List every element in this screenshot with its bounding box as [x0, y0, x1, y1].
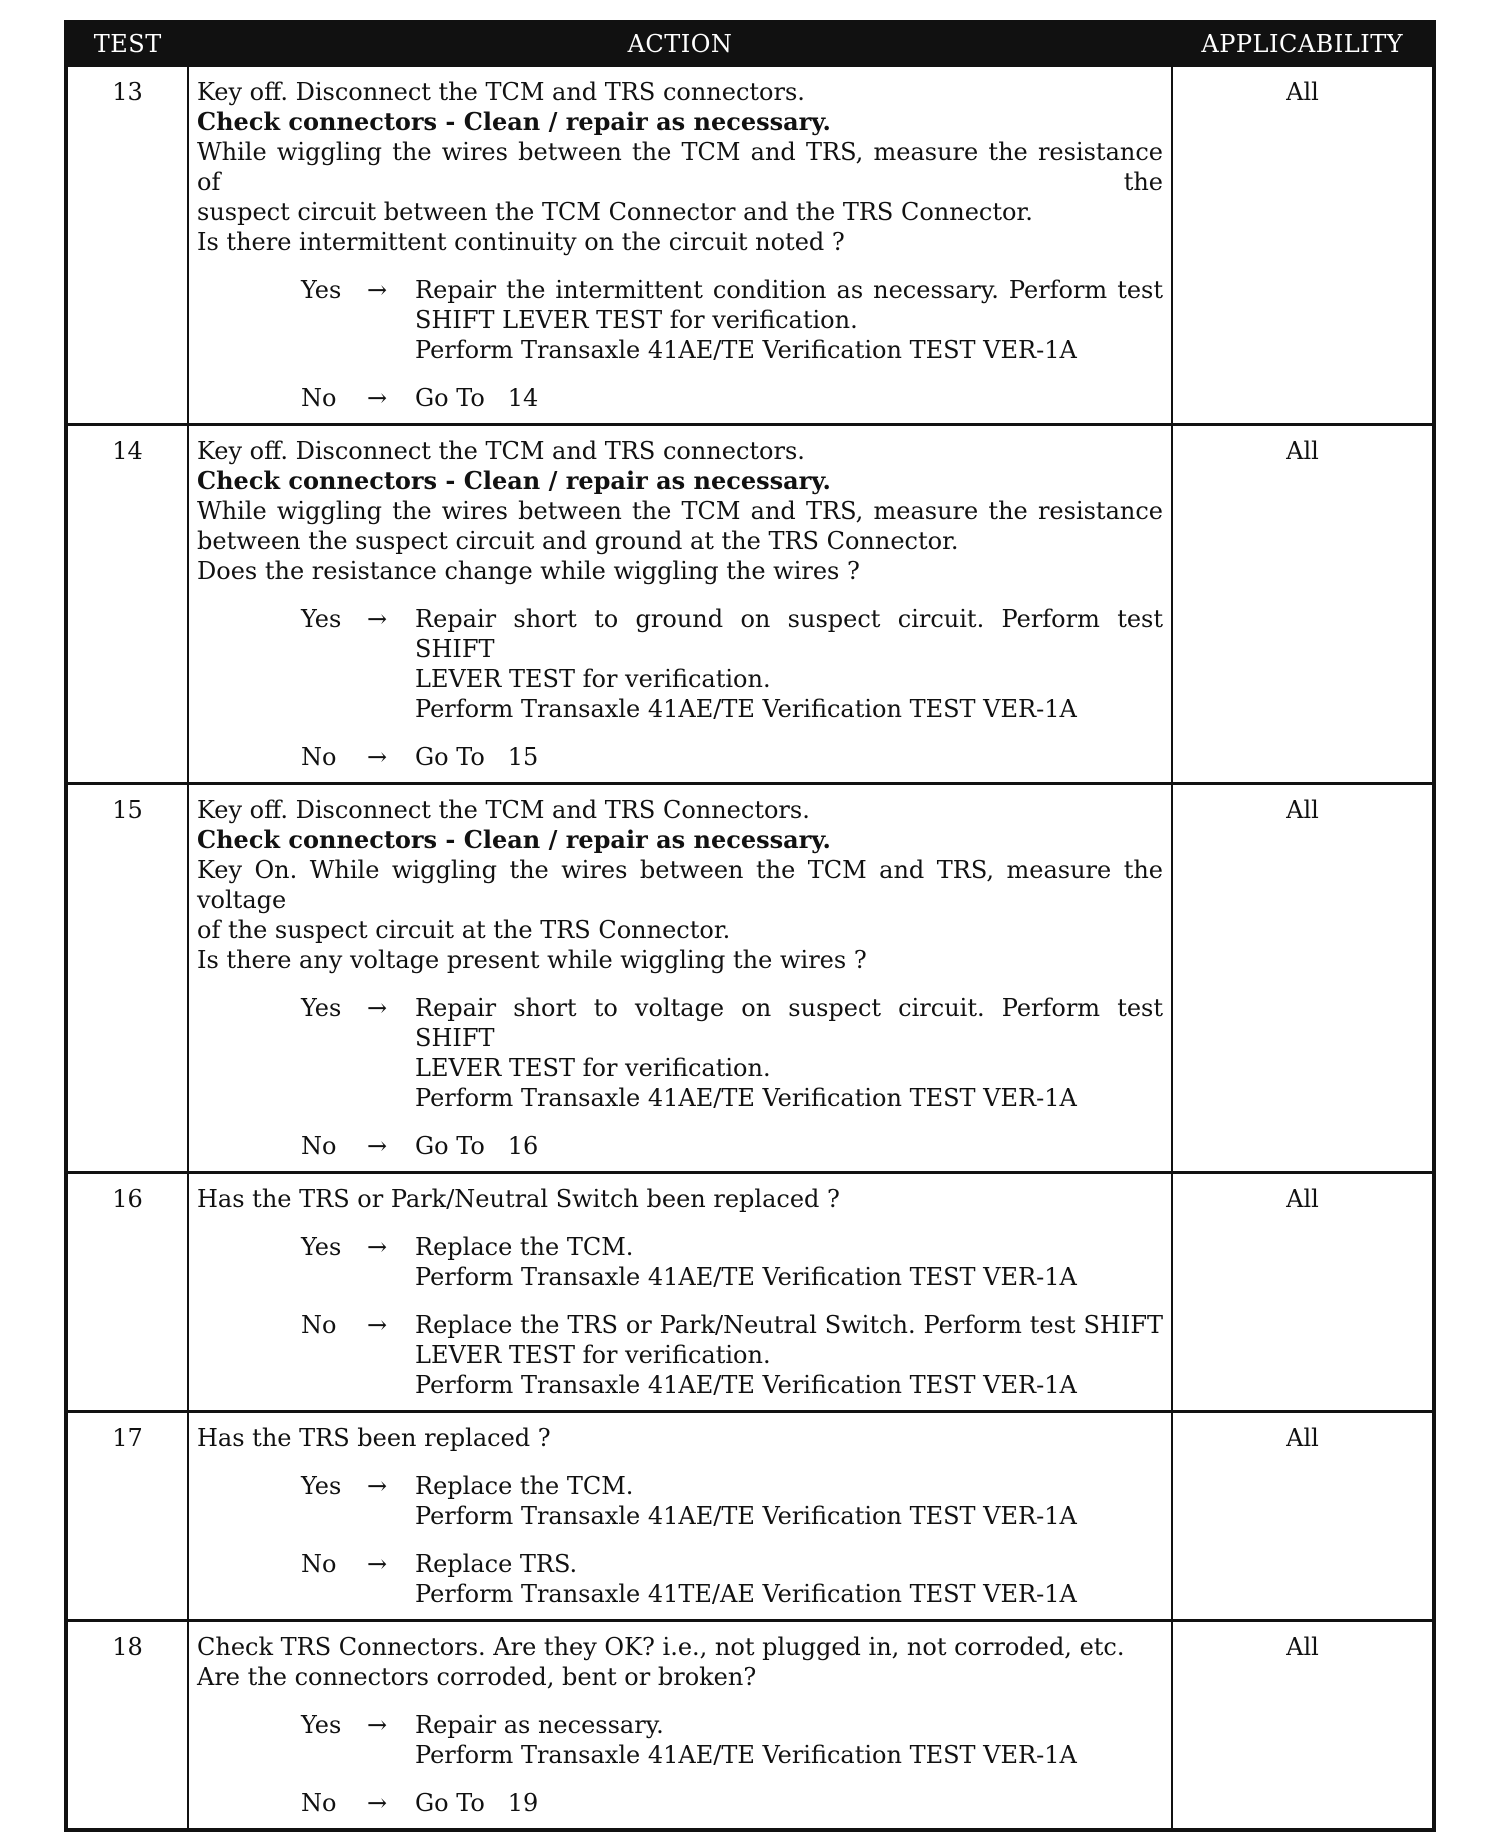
right-arrow-icon: → [367, 994, 388, 1022]
action-cell [188, 1621, 1172, 1831]
action-cell [188, 784, 1172, 1173]
action-text [197, 1423, 1163, 1453]
result-text [415, 383, 1163, 413]
action-line: Key off. Disconnect the TCM and TRS Connectors. [197, 796, 810, 824]
test-row [66, 1173, 1434, 1412]
applicability-value: All [1172, 1621, 1434, 1831]
action-cell [188, 1412, 1172, 1621]
test-row [66, 1412, 1434, 1621]
result-text [415, 742, 1163, 772]
result-label: Yes [301, 1233, 342, 1261]
test-number: 13 [66, 66, 188, 425]
applicability-value: All [1172, 66, 1434, 425]
action-text [197, 795, 1163, 975]
test-number: 14 [66, 425, 188, 784]
result-line: LEVER TEST for verification. [415, 1054, 771, 1082]
result-text [415, 1232, 1163, 1292]
test-row [66, 66, 1434, 425]
action-text [197, 77, 1163, 257]
action-text [197, 1632, 1163, 1692]
result-label: No [301, 1132, 337, 1160]
result-line: Repair the intermittent condition as necessary. Perform test [415, 276, 1163, 304]
test-number: 17 [66, 1412, 188, 1621]
result-line: LEVER TEST for verification. [415, 665, 771, 693]
action-line: Does the resistance change while wiggling the wires ? [197, 557, 860, 585]
action-instruction-bold: Check connectors - Clean / repair as necessary. [197, 107, 831, 136]
header-test: TEST [66, 22, 188, 66]
result-text [415, 1131, 1163, 1161]
result-line: Replace the TCM. [415, 1233, 634, 1261]
result-no [197, 742, 1163, 772]
result-line: SHIFT LEVER TEST for verification. [415, 306, 858, 334]
result-line: Go To 16 [415, 1132, 539, 1160]
right-arrow-icon: → [367, 276, 388, 304]
right-arrow-icon: → [367, 1472, 388, 1500]
action-cell [188, 1173, 1172, 1412]
result-line: Replace the TCM. [415, 1472, 634, 1500]
result-text [415, 993, 1163, 1113]
result-label: No [301, 1789, 337, 1817]
action-line: between the suspect circuit and ground at the TRS Connector. [197, 527, 959, 555]
result-line: Perform Transaxle 41AE/TE Verification TEST VER-1A [415, 1741, 1077, 1769]
result-line: Repair short to voltage on suspect circuit. Perform test SHIFT [415, 994, 1163, 1052]
action-line: of the suspect circuit at the TRS Connector. [197, 916, 731, 944]
applicability-value: All [1172, 1412, 1434, 1621]
action-line: Has the TRS been replaced ? [197, 1424, 551, 1452]
result-no [197, 383, 1163, 413]
result-label: Yes [301, 605, 342, 633]
right-arrow-icon: → [367, 605, 388, 633]
result-no [197, 1788, 1163, 1818]
result-line: Perform Transaxle 41AE/TE Verification TEST VER-1A [415, 695, 1077, 723]
result-text [415, 1788, 1163, 1818]
right-arrow-icon: → [367, 1311, 388, 1339]
result-label: Yes [301, 276, 342, 304]
result-text [415, 1549, 1163, 1609]
test-number: 16 [66, 1173, 188, 1412]
result-line: Repair as necessary. [415, 1711, 664, 1739]
result-label: No [301, 1550, 337, 1578]
result-label: Yes [301, 994, 342, 1022]
action-line: While wiggling the wires between the TCM and TRS, measure the resistance [197, 497, 1163, 525]
action-line: suspect circuit between the TCM Connector and the TRS Connector. [197, 198, 1033, 226]
right-arrow-icon: → [367, 1132, 388, 1160]
action-line: Is there intermittent continuity on the circuit noted ? [197, 228, 845, 256]
result-yes [197, 993, 1163, 1113]
test-row [66, 425, 1434, 784]
action-line: Check TRS Connectors. Are they OK? i.e., not plugged in, not corroded, etc. [197, 1633, 1125, 1661]
result-label: No [301, 743, 337, 771]
result-line: Perform Transaxle 41TE/AE Verification TEST VER-1A [415, 1580, 1077, 1608]
result-line: Perform Transaxle 41AE/TE Verification TEST VER-1A [415, 1502, 1077, 1530]
applicability-value: All [1172, 425, 1434, 784]
test-number: 18 [66, 1621, 188, 1831]
result-line: Repair short to ground on suspect circuit. Perform test SHIFT [415, 605, 1163, 663]
result-no [197, 1549, 1163, 1609]
result-line: Perform Transaxle 41AE/TE Verification TEST VER-1A [415, 1084, 1077, 1112]
action-line: Key off. Disconnect the TCM and TRS connectors. [197, 437, 805, 465]
result-yes [197, 604, 1163, 724]
action-text [197, 1184, 1163, 1214]
action-line: Has the TRS or Park/Neutral Switch been replaced ? [197, 1185, 840, 1213]
result-line: Go To 15 [415, 743, 539, 771]
right-arrow-icon: → [367, 1233, 388, 1261]
result-yes [197, 1232, 1163, 1292]
result-yes [197, 1471, 1163, 1531]
header-row [66, 22, 1434, 66]
action-line: While wiggling the wires between the TCM and TRS, measure the resistance of the [197, 138, 1163, 196]
applicability-value: All [1172, 1173, 1434, 1412]
result-line: Perform Transaxle 41AE/TE Verification TEST VER-1A [415, 336, 1077, 364]
result-no [197, 1131, 1163, 1161]
result-label: No [301, 1311, 337, 1339]
header-action: ACTION [188, 22, 1172, 66]
test-row [66, 1621, 1434, 1831]
result-line: Go To 19 [415, 1789, 539, 1817]
action-cell [188, 425, 1172, 784]
action-cell [188, 66, 1172, 425]
result-no [197, 1310, 1163, 1400]
action-instruction-bold: Check connectors - Clean / repair as necessary. [197, 466, 831, 495]
right-arrow-icon: → [367, 1711, 388, 1739]
result-label: No [301, 384, 337, 412]
right-arrow-icon: → [367, 743, 388, 771]
action-line: Is there any voltage present while wiggling the wires ? [197, 946, 867, 974]
action-line: Key off. Disconnect the TCM and TRS connectors. [197, 78, 805, 106]
action-line: Key On. While wiggling the wires between the TCM and TRS, measure the voltage [197, 856, 1163, 914]
result-yes [197, 275, 1163, 365]
right-arrow-icon: → [367, 1789, 388, 1817]
result-text [415, 275, 1163, 365]
result-label: Yes [301, 1472, 342, 1500]
applicability-value: All [1172, 784, 1434, 1173]
result-line: Replace TRS. [415, 1550, 578, 1578]
action-line: Are the connectors corroded, bent or broken? [197, 1663, 757, 1691]
result-text [415, 1471, 1163, 1531]
result-line: Go To 14 [415, 384, 539, 412]
action-instruction-bold: Check connectors - Clean / repair as necessary. [197, 825, 831, 854]
result-text [415, 1310, 1163, 1400]
right-arrow-icon: → [367, 384, 388, 412]
result-line: Perform Transaxle 41AE/TE Verification TEST VER-1A [415, 1263, 1077, 1291]
right-arrow-icon: → [367, 1550, 388, 1578]
result-line: LEVER TEST for verification. [415, 1341, 771, 1369]
test-number: 15 [66, 784, 188, 1173]
header-applicability: APPLICABILITY [1172, 22, 1434, 66]
test-row [66, 784, 1434, 1173]
result-line: Perform Transaxle 41AE/TE Verification TEST VER-1A [415, 1371, 1077, 1399]
diagnostic-test-table [64, 20, 1436, 1832]
result-label: Yes [301, 1711, 342, 1739]
result-text [415, 1710, 1163, 1770]
result-line: Replace the TRS or Park/Neutral Switch. Perform test SHIFT [415, 1311, 1163, 1339]
result-yes [197, 1710, 1163, 1770]
action-text [197, 436, 1163, 586]
result-text [415, 604, 1163, 724]
